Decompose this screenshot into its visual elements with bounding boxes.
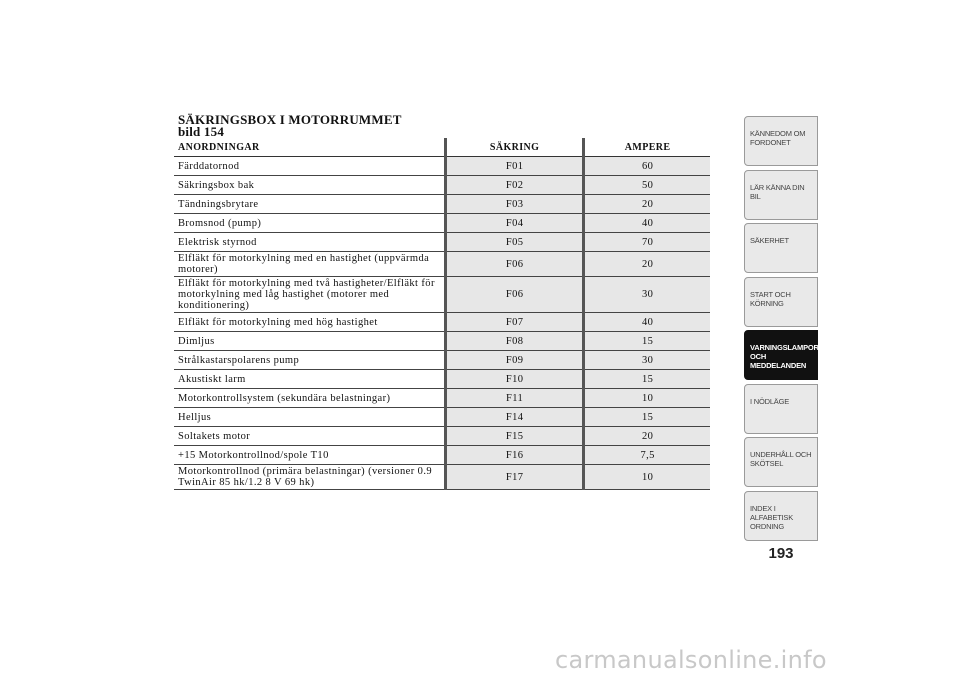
figure-reference: bild 154 [178, 124, 225, 139]
chapter-tabs [744, 116, 818, 544]
fuse-cell: F15 [446, 427, 584, 446]
tab-kannedom-om-fordonet[interactable] [744, 116, 818, 166]
device-cell: Motorkontrollnod (primära belastningar) (versioner 0.9 TwinAir 85 hk/1.2 8 V 69 hk) [174, 465, 446, 490]
tab-label: I NÖDLÄGE [750, 396, 790, 406]
device-cell: Tändningsbrytare [174, 195, 446, 214]
ampere-cell: 20 [584, 195, 710, 214]
table-row [174, 351, 710, 370]
table-row [174, 252, 710, 277]
page-number: 193 [768, 545, 794, 562]
tab-label: UNDERHÅLL OCH SKÖTSEL [750, 450, 812, 468]
ampere-cell: 40 [584, 214, 710, 233]
ampere-cell: 70 [584, 233, 710, 252]
fuse-cell: F14 [446, 408, 584, 427]
tab-label: SÄKERHET [750, 236, 789, 245]
device-cell: Elfläkt för motorkylning med hög hastighet [174, 313, 446, 332]
fuse-cell: F03 [446, 195, 584, 214]
fuse-table [174, 138, 710, 490]
header-fuse: SÄKRING [446, 138, 584, 157]
ampere-cell: 7,5 [584, 446, 710, 465]
table-row [174, 446, 710, 465]
ampere-cell: 20 [584, 427, 710, 446]
header-ampere: AMPERE [584, 138, 710, 157]
ampere-cell: 30 [584, 277, 710, 313]
device-cell: Elfläkt för motorkylning med en hastighet (uppvärmda motorer) [174, 252, 446, 277]
table-row [174, 427, 710, 446]
section-heading [178, 114, 402, 138]
ampere-cell: 10 [584, 465, 710, 490]
watermark-text: carmanualsonline.info [555, 646, 827, 674]
table-row [174, 465, 710, 490]
fuse-cell: F08 [446, 332, 584, 351]
ampere-cell: 15 [584, 332, 710, 351]
device-cell: Dimljus [174, 332, 446, 351]
device-cell: Bromsnod (pump) [174, 214, 446, 233]
table-row [174, 408, 710, 427]
tab-varningslampor-och-meddelanden[interactable] [744, 330, 818, 380]
table-row [174, 313, 710, 332]
fuse-cell: F06 [446, 277, 584, 313]
fuse-cell: F11 [446, 389, 584, 408]
device-cell: Elfläkt för motorkylning med två hastigheter/Elfläkt för motorkylning med låg hastighet (motorer med konditionering) [174, 277, 446, 313]
fuse-cell: F17 [446, 465, 584, 490]
table-row [174, 176, 710, 195]
fuse-cell: F02 [446, 176, 584, 195]
tab-i-nodlage[interactable] [744, 384, 818, 434]
table-row [174, 195, 710, 214]
ampere-cell: 40 [584, 313, 710, 332]
section-title: SÄKRINGSBOX I MOTORRUMMET [178, 112, 402, 127]
device-cell: +15 Motorkontrollnod/spole T10 [174, 446, 446, 465]
tab-underhall-och-skotsel[interactable] [744, 437, 818, 487]
device-cell: Akustiskt larm [174, 370, 446, 389]
table-row [174, 157, 710, 176]
device-cell: Soltakets motor [174, 427, 446, 446]
tab-label: VARNINGSLAMPOR OCH MEDDELANDEN [750, 343, 819, 370]
tab-label: KÄNNEDOM OM FORDONET [750, 129, 806, 147]
table-row [174, 389, 710, 408]
device-cell: Strålkastarspolarens pump [174, 351, 446, 370]
fuse-cell: F09 [446, 351, 584, 370]
table-row [174, 277, 710, 313]
ampere-cell: 30 [584, 351, 710, 370]
tab-label: LÄR KÄNNA DIN BIL [750, 182, 805, 201]
ampere-cell: 50 [584, 176, 710, 195]
ampere-cell: 10 [584, 389, 710, 408]
fuse-cell: F04 [446, 214, 584, 233]
table-row [174, 233, 710, 252]
table-row [174, 332, 710, 351]
tab-index[interactable] [744, 491, 818, 541]
device-cell: Färddatornod [174, 157, 446, 176]
table-row [174, 370, 710, 389]
ampere-cell: 15 [584, 370, 710, 389]
table-row [174, 214, 710, 233]
device-cell: Elektrisk styrnod [174, 233, 446, 252]
device-cell: Motorkontrollsystem (sekundära belastningar) [174, 389, 446, 408]
fuse-cell: F16 [446, 446, 584, 465]
fuse-cell: F07 [446, 313, 584, 332]
fuse-cell: F10 [446, 370, 584, 389]
tab-start-och-korning[interactable] [744, 277, 818, 327]
device-cell: Helljus [174, 408, 446, 427]
table-header-row [174, 138, 710, 157]
ampere-cell: 20 [584, 252, 710, 277]
device-cell: Säkringsbox bak [174, 176, 446, 195]
ampere-cell: 60 [584, 157, 710, 176]
tab-sakerhet[interactable] [744, 223, 818, 273]
fuse-cell: F01 [446, 157, 584, 176]
header-devices: ANORDNINGAR [174, 138, 446, 157]
fuse-cell: F06 [446, 252, 584, 277]
tab-label: INDEX I ALFABETISK ORDNING [750, 503, 794, 531]
fuse-cell: F05 [446, 233, 584, 252]
tab-label: START OCH KÖRNING [750, 289, 791, 308]
ampere-cell: 15 [584, 408, 710, 427]
tab-lar-kanna-din-bil[interactable] [744, 170, 818, 220]
